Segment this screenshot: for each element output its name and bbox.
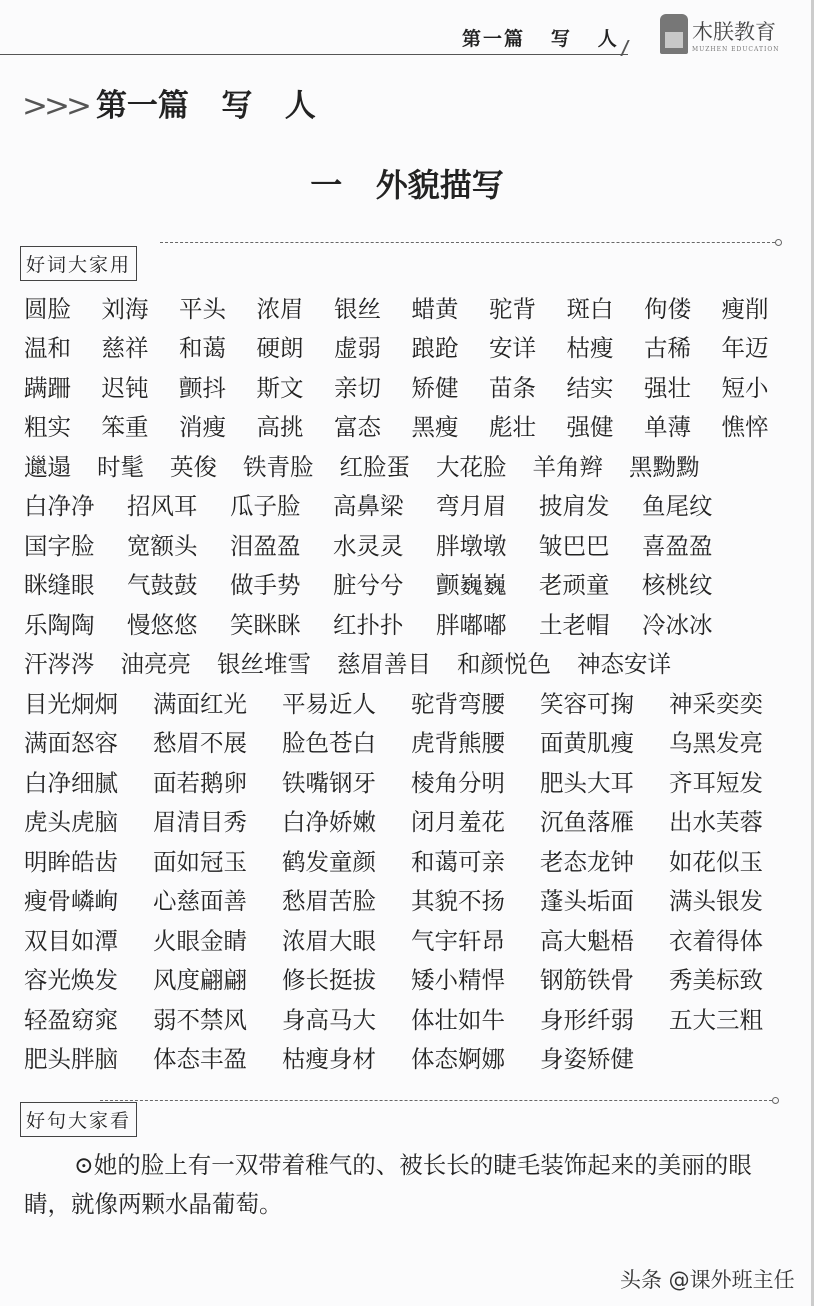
word-row <box>24 524 799 564</box>
word-item: 憔悴 <box>721 413 769 442</box>
word-item: 脸色苍白 <box>282 729 376 758</box>
word-item: 轻盈窈窕 <box>24 1005 118 1034</box>
word-item: 瘦骨嶙峋 <box>24 887 118 916</box>
word-item: 短小 <box>721 373 769 402</box>
word-item: 神态安详 <box>577 650 671 679</box>
word-item: 和蔼 <box>179 334 226 363</box>
logo-text: 木朕教育 <box>692 19 776 44</box>
word-item: 红脸蛋 <box>339 452 410 481</box>
running-head: 第一篇 写 人 <box>462 28 619 50</box>
word-row <box>24 682 799 722</box>
word-item: 英俊 <box>170 452 217 481</box>
word-item: 蹒跚 <box>24 373 71 402</box>
word-row <box>24 840 799 880</box>
word-item: 黑瘦 <box>411 413 459 442</box>
watermark: 头条 @课外班主任 <box>620 1268 795 1292</box>
word-item: 颤抖 <box>179 373 226 402</box>
word-item: 彪壮 <box>489 413 536 442</box>
word-item: 体态丰盈 <box>153 1045 247 1074</box>
word-item: 白净娇嫩 <box>282 808 376 837</box>
word-item: 粗实 <box>24 413 71 442</box>
word-item: 闭月羞花 <box>411 808 505 837</box>
word-item: 平头 <box>179 294 226 323</box>
word-item: 圆脸 <box>24 294 71 323</box>
word-item: 眯缝眼 <box>24 571 95 600</box>
word-item: 红扑扑 <box>333 610 404 639</box>
divider-end-dot <box>772 1097 779 1104</box>
word-item: 年迈 <box>721 334 769 363</box>
word-item: 肥头大耳 <box>540 768 634 797</box>
word-item: 虎头虎脑 <box>24 808 118 837</box>
word-item: 瓜子脸 <box>230 492 301 521</box>
word-row <box>24 643 799 683</box>
word-item: 脏兮兮 <box>333 571 404 600</box>
word-item: 五大三粗 <box>669 1005 763 1034</box>
word-item: 汗涔涔 <box>24 650 95 679</box>
word-item: 虎背熊腰 <box>411 729 505 758</box>
word-item: 和蔼可亲 <box>411 847 505 876</box>
word-item: 笨重 <box>101 413 149 442</box>
word-row <box>24 287 799 327</box>
word-list <box>24 287 799 1077</box>
word-item: 银丝堆雪 <box>217 650 311 679</box>
word-item: 浓眉 <box>256 294 304 323</box>
word-item: 平易近人 <box>282 689 376 718</box>
word-item: 眉清目秀 <box>153 808 247 837</box>
word-item: 慈祥 <box>101 334 149 363</box>
word-item: 强壮 <box>644 373 691 402</box>
word-item: 体壮如牛 <box>411 1005 505 1034</box>
word-item: 泪盈盈 <box>230 531 301 560</box>
word-item: 满面怒容 <box>24 729 118 758</box>
word-item: 明眸皓齿 <box>24 847 118 876</box>
word-row <box>24 801 799 841</box>
word-item: 双目如潭 <box>24 926 118 955</box>
word-item: 宽额头 <box>127 531 198 560</box>
word-item: 白净细腻 <box>24 768 118 797</box>
dashed-divider <box>100 1100 772 1101</box>
word-item: 满面红光 <box>153 689 247 718</box>
word-item: 安详 <box>489 334 536 363</box>
word-item: 富态 <box>334 413 381 442</box>
word-item: 老态龙钟 <box>540 847 634 876</box>
word-item: 羊角辫 <box>532 452 603 481</box>
word-item: 铁青脸 <box>243 452 314 481</box>
word-item: 秀美标致 <box>669 966 763 995</box>
word-item: 矮小精悍 <box>411 966 505 995</box>
dashed-divider <box>160 242 775 243</box>
word-item: 蜡黄 <box>411 294 459 323</box>
word-item: 喜盈盈 <box>642 531 713 560</box>
section-title: 一 外貌描写 <box>310 166 504 204</box>
word-item: 高鼻梁 <box>333 492 404 521</box>
word-item: 身姿矫健 <box>540 1045 634 1074</box>
word-item: 身形纤弱 <box>540 1005 634 1034</box>
word-item: 结实 <box>566 373 614 402</box>
word-item: 钢筋铁骨 <box>540 966 634 995</box>
word-item: 核桃纹 <box>642 571 713 600</box>
word-item: 枯瘦 <box>566 334 614 363</box>
chevrons-icon: >>> <box>22 88 88 124</box>
word-item: 棱角分明 <box>411 768 505 797</box>
word-row <box>24 327 799 367</box>
word-item: 修长挺拔 <box>282 966 376 995</box>
word-item: 老顽童 <box>539 571 610 600</box>
word-item: 其貌不扬 <box>411 887 505 916</box>
word-item: 温和 <box>24 334 71 363</box>
word-item: 胖墩墩 <box>436 531 507 560</box>
word-item: 强健 <box>566 413 614 442</box>
word-item: 鹤发童颜 <box>282 847 376 876</box>
word-item: 银丝 <box>334 294 381 323</box>
word-item: 笑容可掬 <box>540 689 634 718</box>
word-row <box>24 485 799 525</box>
word-item: 面如冠玉 <box>153 847 247 876</box>
word-item: 心慈面善 <box>153 887 247 916</box>
word-item: 国字脸 <box>24 531 95 560</box>
word-item: 和颜悦色 <box>457 650 551 679</box>
word-item: 斑白 <box>566 294 614 323</box>
word-item: 高挑 <box>256 413 304 442</box>
word-item: 弯月眉 <box>436 492 507 521</box>
word-item: 高大魁梧 <box>540 926 634 955</box>
word-item: 矫健 <box>411 373 459 402</box>
word-item: 气鼓鼓 <box>127 571 198 600</box>
word-item: 刘海 <box>101 294 149 323</box>
chapter-heading <box>22 80 316 125</box>
word-item: 风度翩翩 <box>153 966 247 995</box>
word-item: 身高马大 <box>282 1005 376 1034</box>
word-item: 愁眉不展 <box>153 729 247 758</box>
divider-end-dot <box>775 239 782 246</box>
word-item: 目光炯炯 <box>24 689 118 718</box>
word-item: 沉鱼落雁 <box>540 808 634 837</box>
word-item: 气宇轩昂 <box>411 926 505 955</box>
word-item: 古稀 <box>644 334 691 363</box>
word-item: 单薄 <box>644 413 691 442</box>
word-row <box>24 1038 799 1078</box>
word-item: 弱不禁风 <box>153 1005 247 1034</box>
word-item: 硬朗 <box>256 334 304 363</box>
word-item: 笑眯眯 <box>230 610 301 639</box>
word-item: 蓬头垢面 <box>540 887 634 916</box>
word-item: 鱼尾纹 <box>642 492 713 521</box>
word-row <box>24 564 799 604</box>
word-row <box>24 603 799 643</box>
word-item: 邋遢 <box>24 452 71 481</box>
word-item: 水灵灵 <box>333 531 404 560</box>
word-item: 火眼金睛 <box>153 926 247 955</box>
word-item: 神采奕奕 <box>669 689 763 718</box>
word-item: 虚弱 <box>334 334 381 363</box>
word-item: 油亮亮 <box>120 650 191 679</box>
publisher-logo <box>660 14 780 54</box>
word-item: 面若鹅卵 <box>153 768 247 797</box>
word-item: 土老帽 <box>539 610 610 639</box>
word-item: 出水芙蓉 <box>669 808 763 837</box>
chapter-title: 第一篇 写 人 <box>95 88 316 124</box>
word-row <box>24 919 799 959</box>
word-item: 衣着得体 <box>669 926 763 955</box>
word-row <box>24 998 799 1038</box>
word-item: 浓眉大眼 <box>282 926 376 955</box>
word-item: 黑黝黝 <box>629 452 700 481</box>
word-item: 皱巴巴 <box>539 531 610 560</box>
word-item: 苗条 <box>489 373 536 402</box>
word-item: 披肩发 <box>539 492 610 521</box>
word-item: 驼背弯腰 <box>411 689 505 718</box>
header-rule <box>0 54 628 55</box>
example-sentence: ⊙她的脸上有一双带着稚气的、被长长的睫毛装饰起来的美丽的眼睛，就像两颗水晶葡萄。 <box>24 1151 752 1218</box>
word-item: 乌黑发亮 <box>669 729 763 758</box>
word-item: 齐耳短发 <box>669 768 763 797</box>
word-item: 踉跄 <box>411 334 459 363</box>
word-row <box>24 406 799 446</box>
word-item: 大花脸 <box>436 452 507 481</box>
word-item: 消瘦 <box>179 413 226 442</box>
word-item: 白净净 <box>24 492 95 521</box>
word-item: 满头银发 <box>669 887 763 916</box>
word-row <box>24 445 799 485</box>
word-item: 愁眉苦脸 <box>282 887 376 916</box>
word-item: 斯文 <box>256 373 304 402</box>
word-item: 枯瘦身材 <box>282 1045 376 1074</box>
word-item: 迟钝 <box>101 373 149 402</box>
word-row <box>24 880 799 920</box>
word-item: 如花似玉 <box>669 847 763 876</box>
word-item: 驼背 <box>489 294 536 323</box>
word-item: 瘦削 <box>721 294 769 323</box>
word-item: 容光焕发 <box>24 966 118 995</box>
word-item: 做手势 <box>230 571 301 600</box>
word-item: 面黄肌瘦 <box>540 729 634 758</box>
word-row <box>24 722 799 762</box>
word-item: 铁嘴钢牙 <box>282 768 376 797</box>
word-item: 乐陶陶 <box>24 610 95 639</box>
word-item: 亲切 <box>334 373 381 402</box>
word-item: 招风耳 <box>127 492 198 521</box>
word-item: 颤巍巍 <box>436 571 507 600</box>
sentences-section-label: 好句大家看 <box>20 1102 137 1137</box>
word-item: 佝偻 <box>644 294 691 323</box>
word-item: 体态婀娜 <box>411 1045 505 1074</box>
logo-subtitle: MUZHEN EDUCATION <box>692 45 780 53</box>
word-row <box>24 761 799 801</box>
word-row <box>24 366 799 406</box>
word-item: 冷冰冰 <box>642 610 713 639</box>
logo-icon <box>660 14 688 54</box>
word-row <box>24 959 799 999</box>
word-item: 肥头胖脑 <box>24 1045 118 1074</box>
words-section-label: 好词大家用 <box>20 246 137 281</box>
word-item: 胖嘟嘟 <box>436 610 507 639</box>
word-item: 慈眉善目 <box>337 650 431 679</box>
word-item: 慢悠悠 <box>127 610 198 639</box>
word-item: 时髦 <box>97 452 144 481</box>
